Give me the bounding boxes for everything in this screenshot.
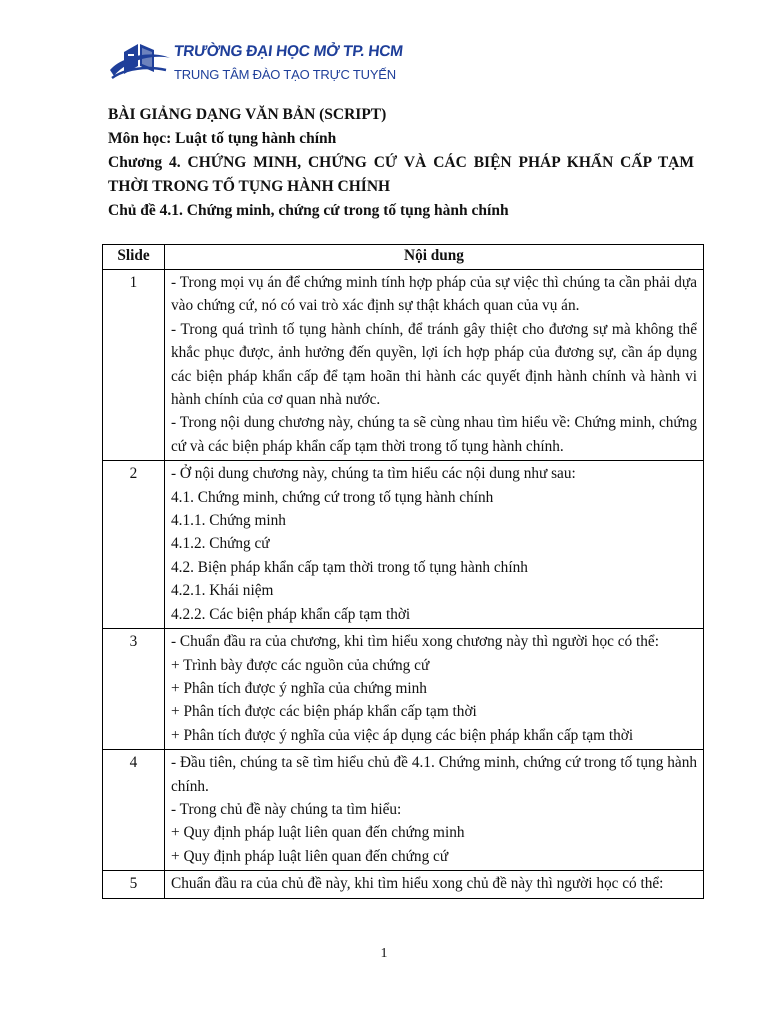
content-line: + Quy định pháp luật liên quan đến chứng minh (171, 824, 465, 842)
doc-type-title: BÀI GIẢNG DẠNG VĂN BẢN (SCRIPT) (108, 106, 387, 123)
table-header-row (103, 245, 704, 270)
slide-number: 2 (103, 461, 165, 629)
content-line: + Quy định pháp luật liên quan đến chứng cứ (171, 847, 449, 865)
content-line: 4.2.1. Khái niệm (171, 582, 274, 600)
content-line: 4.1.1. Chứng minh (171, 512, 286, 530)
slide-number: 1 (103, 270, 165, 461)
course-title: Môn học: Luật tố tụng hành chính (108, 130, 337, 147)
column-header-slide: Slide (103, 245, 165, 270)
table-row (103, 461, 704, 629)
content-line: - Trong quá trình tố tụng hành chính, để tránh gây thiệt cho đương sự mà không thể khắc phục được, ảnh hưởng đến quyền, lợi ích hợp pháp của đương sự, cần áp dụng các biện pháp khẩn cấp để tạm hoãn thi hành các quyết định hành chính và hành vi hành chính của cơ quan nhà nước. (171, 320, 697, 409)
content-line: 4.1.2. Chứng cứ (171, 535, 270, 553)
content-line: - Đầu tiên, chúng ta sẽ tìm hiểu chủ đề 4.1. Chứng minh, chứng cứ trong tố tụng hành chính. (171, 754, 697, 795)
content-line: + Phân tích được ý nghĩa của việc áp dụng các biện pháp khẩn cấp tạm thời (171, 726, 634, 744)
content-line: Chuẩn đầu ra của chủ đề này, khi tìm hiểu xong chủ đề này thì người học có thể: (171, 875, 664, 893)
logo-university-name: TRƯỜNG ĐẠI HỌC MỞ TP. HCM (173, 43, 404, 60)
content-line: - Chuẩn đầu ra của chương, khi tìm hiểu xong chương này thì người học có thể: (171, 633, 659, 651)
content-line: + Phân tích được các biện pháp khẩn cấp tạm thời (171, 703, 477, 721)
content-line: 4.2. Biện pháp khẩn cấp tạm thời trong tố tụng hành chính (171, 558, 528, 576)
table-row (103, 270, 704, 461)
slide-content (165, 629, 704, 750)
table-body (103, 270, 704, 899)
university-emblem-icon (108, 40, 172, 84)
slide-content (165, 871, 704, 898)
content-line: - Trong mọi vụ án để chứng minh tính hợp pháp của sự việc thì chúng ta cần phải dựa vào chứng cứ, nó có vai trò xác định sự thật khách quan của vụ án. (171, 274, 697, 315)
topic-title: Chủ đề 4.1. Chứng minh, chứng cứ trong tố tụng hành chính (108, 202, 509, 219)
chapter-title: Chương 4. CHỨNG MINH, CHỨNG CỨ VÀ CÁC BIỆN PHÁP KHẨN CẤP TẠM THỜI TRONG TỐ TỤNG HÀNH CHÍNH (108, 154, 694, 195)
logo-center-name: TRUNG TÂM ĐÀO TẠO TRỰC TUYẾN (174, 67, 396, 82)
slide-content (165, 270, 704, 461)
table-row (103, 871, 704, 898)
content-line: - Trong nội dung chương này, chúng ta sẽ cùng nhau tìm hiểu về: Chứng minh, chứng cứ và các biện pháp khẩn cấp tạm thời trong tố tụng hành chính. (171, 414, 697, 455)
slide-number: 5 (103, 871, 165, 898)
slide-number: 3 (103, 629, 165, 750)
content-line: 4.1. Chứng minh, chứng cứ trong tố tụng hành chính (171, 488, 494, 506)
content-line: - Ở nội dung chương này, chúng ta tìm hiểu các nội dung như sau: (171, 465, 576, 483)
table-row (103, 629, 704, 750)
content-line: + Phân tích được ý nghĩa của chứng minh (171, 679, 427, 697)
slides-content-table (102, 244, 704, 899)
document-header (108, 103, 694, 223)
page-number: 1 (380, 946, 388, 961)
table-row (103, 750, 704, 871)
slide-number: 4 (103, 750, 165, 871)
content-line: 4.2.2. Các biện pháp khẩn cấp tạm thời (171, 605, 411, 623)
content-line: + Trình bày được các nguồn của chứng cứ (171, 656, 430, 674)
column-header-content: Nội dung (165, 245, 704, 270)
slide-content (165, 750, 704, 871)
slide-content (165, 461, 704, 629)
university-logo (108, 40, 404, 90)
content-line: - Trong chủ đề này chúng ta tìm hiểu: (171, 800, 402, 818)
